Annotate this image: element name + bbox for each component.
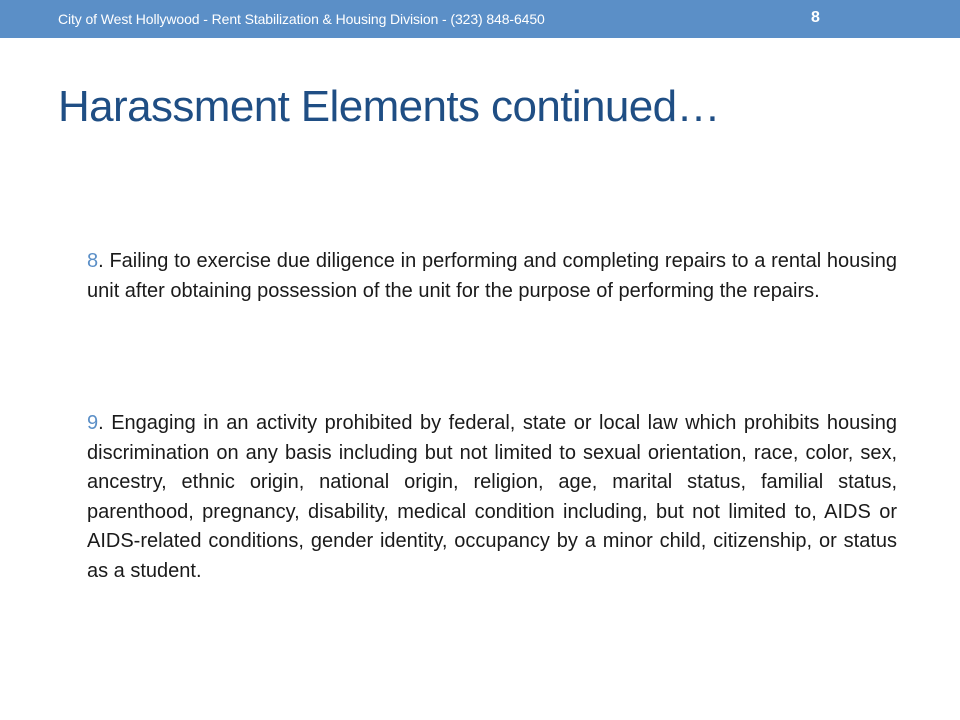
item-text: . Failing to exercise due diligence in performing and completing repairs to a rental housing unit after obtaining possession of the unit for the purpose of performing the repairs. (87, 250, 897, 302)
list-item (87, 409, 897, 586)
slide-title: Harassment Elements continued… (58, 82, 720, 131)
item-number: 8 (87, 250, 99, 272)
header-text: City of West Hollywood - Rent Stabilization & Housing Division - (323) 848-6450 (58, 11, 545, 27)
header-bar (0, 0, 960, 38)
list-item (87, 247, 897, 306)
item-text: . Engaging in an activity prohibited by federal, state or local law which prohibits housing discrimination on any basis including but not limited to sexual orientation, race, color, sex, ancestry, ethnic origin, national origin, religion, age, marital status, familial status, parenthood, pregnancy, disability, medical condition including, but not limited to, AIDS or AIDS-related conditions, gender identity, occupancy by a minor child, citizenship, or status as a student. (87, 412, 897, 582)
page-number: 8 (811, 9, 820, 26)
item-number: 9 (87, 412, 99, 434)
